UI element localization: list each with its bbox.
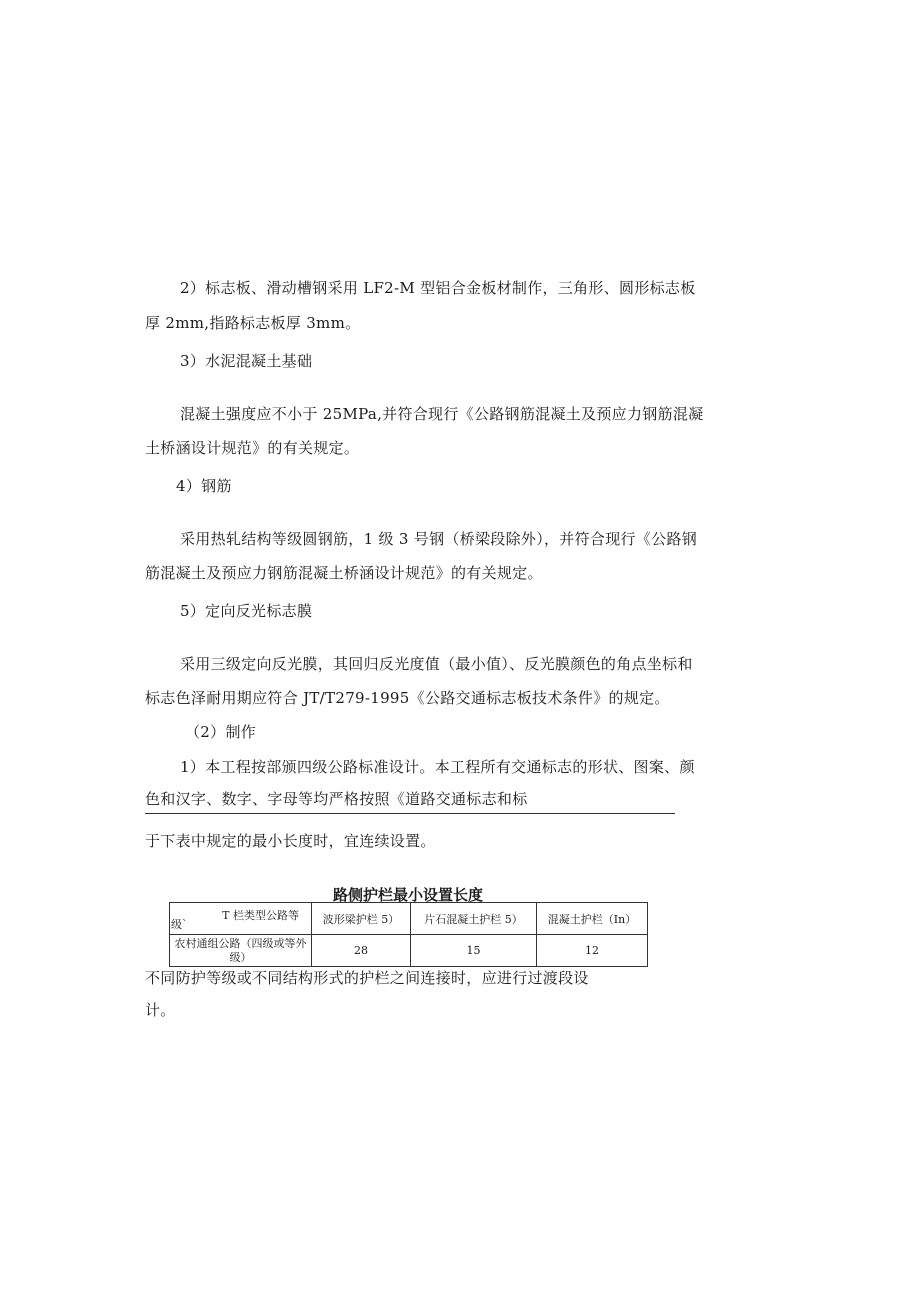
paragraph-line: 2）标志板、滑动槽钢采用 LF2-M 型铝合金板材制作，三角形、圆形标志板 xyxy=(180,279,696,297)
table-row xyxy=(170,935,648,967)
paragraph-line: 1）本工程按部颁四级公路标准设计。本工程所有交通标志的形状、图案、颜 xyxy=(180,758,695,776)
table-header-cell: 片石混凝土护栏 5） xyxy=(411,903,537,935)
paragraph-line: 于下表中规定的最小长度时，宜连续设置。 xyxy=(145,832,436,850)
paragraph-line: 标志色泽耐用期应符合 JT/T279-1995《公路交通标志板技术条件》的规定。 xyxy=(145,689,670,707)
paragraph-line: 采用热轧结构等级圆钢筋，1 级 3 号钢（桥梁段除外），并符合现行《公路钢 xyxy=(180,530,697,548)
section-heading: 4）钢筋 xyxy=(176,477,232,495)
section-heading: 5）定向反光标志膜 xyxy=(180,602,313,620)
paragraph-line: 色和汉字、数字、字母等均严格按照《道路交通标志和标 xyxy=(145,790,528,808)
table-row-label xyxy=(170,935,312,967)
paragraph-line: 筋混凝土及预应力钢筋混凝土桥涵设计规范》的有关规定。 xyxy=(145,564,543,582)
section-heading: （2）制作 xyxy=(185,723,257,741)
paragraph-line: 采用三级定向反光膜，其回归反光度值（最小值）、反光膜颜色的角点坐标和 xyxy=(180,655,693,673)
table-cell: 28 xyxy=(312,935,411,967)
row-label-line: 农村通组公路（四级或等外 xyxy=(174,936,307,950)
paragraph-line: 计。 xyxy=(145,1001,176,1019)
paragraph-line: 土桥涵设计规范》的有关规定。 xyxy=(145,439,360,457)
paragraph-line: 厚 2mm,指路标志板厚 3mm。 xyxy=(145,314,361,332)
table-corner-cell xyxy=(170,903,312,935)
table-title: 路侧护栏最小设置长度 xyxy=(332,886,483,904)
horizontal-rule xyxy=(145,813,675,814)
table-header-row xyxy=(170,903,648,935)
corner-top-label: T 栏类型公路等 xyxy=(222,909,299,922)
guardrail-table xyxy=(169,902,648,967)
table-cell: 15 xyxy=(411,935,537,967)
corner-bottom-label: 级` xyxy=(171,918,188,931)
table-header-cell: 混凝土护栏（In） xyxy=(537,903,648,935)
row-label-line: 级） xyxy=(229,950,252,964)
table-header-cell: 波形梁护栏 5） xyxy=(312,903,411,935)
section-heading: 3）水泥混凝土基础 xyxy=(180,352,313,370)
paragraph-line: 混凝土强度应不小于 25MPa,并符合现行《公路钢筋混凝土及预应力钢筋混凝 xyxy=(180,405,704,423)
paragraph-line: 不同防护等级或不同结构形式的护栏之间连接时，应进行过渡段设 xyxy=(145,969,589,987)
table-cell: 12 xyxy=(537,935,648,967)
